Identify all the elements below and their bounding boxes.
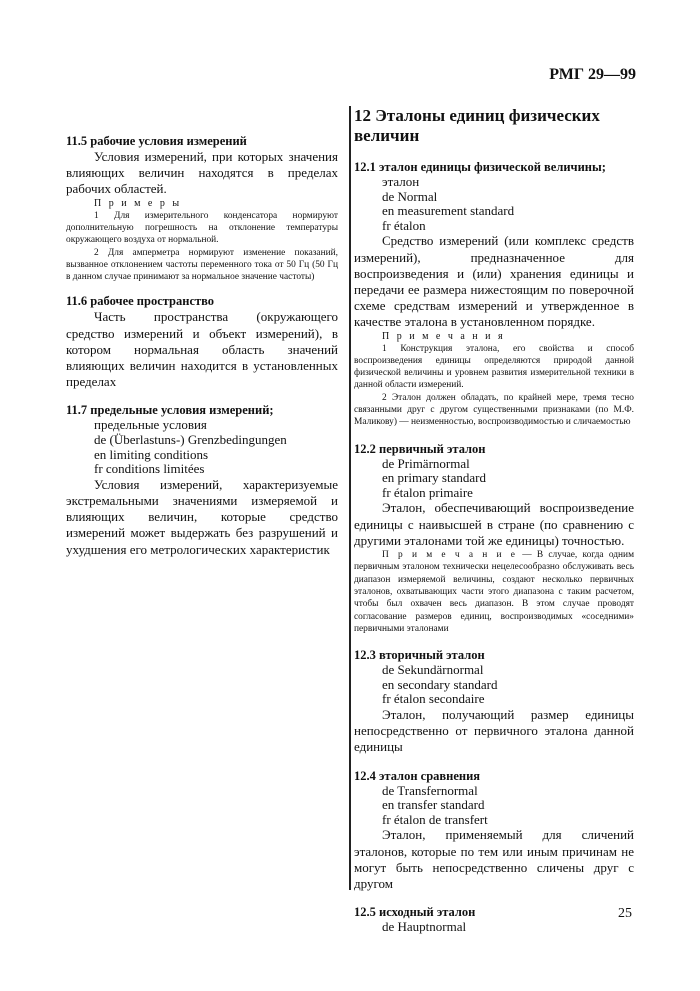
chapter-12-title: 12 Эталоны единиц физических величин [354, 106, 600, 145]
section-12-1-text: Средство измерений (или комплекс средств измерений), предназначенное для воспроизведения и (или) хранения единицы и передачи ее размера нижестоящим по поверочной схеме средствам измерений и утвержденное в качестве эталона в установленном порядке. [354, 233, 634, 330]
term-en: en secondary standard [382, 676, 498, 692]
term-fr: fr étalon de transfert [382, 811, 488, 827]
section-11-6-heading: 11.6 рабочее пространство [66, 294, 215, 309]
section-12-3-heading: 12.3 вторичный эталон [354, 648, 485, 663]
note-1: 1 Конструкция эталона, его свойства и способ воспроизведения единицы определяются природой данной физической величины и уровнем развития измерительной техники в данной области измерений. [354, 343, 634, 391]
section-12-3-text: Эталон, получающий размер единицы непосредственно от первичного эталона данной единицы [354, 706, 634, 755]
document-id: РМГ 29—99 [549, 66, 636, 83]
term-en: en measurement standard [382, 203, 515, 219]
term-fr: fr étalon primaire [382, 484, 473, 500]
term-en: en primary standard [382, 470, 486, 486]
term-fr: fr conditions limitées [94, 461, 205, 477]
section-12-4-heading: 12.4 эталон сравнения [354, 768, 481, 783]
examples-label: П р и м е р ы [94, 197, 182, 209]
section-11-7-text: Условия измерений, характеризуемые экстремальными значениями измеряемой и влияющих величин, которые средство измерений может выдержать без разрушений и ухудшения его метрологических характеристик [66, 476, 338, 557]
term-de: de Primärnormal [382, 455, 470, 471]
section-12-4-text: Эталон, применяемый для сличений эталонов, которые по тем или иным причинам не могут быть непосредственно сличены друг с другом [354, 827, 634, 891]
note-label: П р и м е ч а н и е [382, 550, 517, 561]
example-1: 1 Для измерительного конденсатора нормируют дополнительную погрешность на отклонение температуры окружающего воздуха от нормальной. [66, 210, 338, 246]
notes-label: П р и м е ч а н и я [382, 330, 506, 342]
term-de: de Transfernormal [382, 782, 478, 798]
left-column [66, 134, 338, 558]
column-divider [349, 106, 351, 890]
term-fr: fr étalon secondaire [382, 691, 485, 707]
section-12-2-text: Эталон, обеспечивающий воспроизведение единицы с наивысшей в стране (по сравнению с другими эталонами той же единицы) точностью. [354, 500, 634, 548]
term-en: en limiting conditions [94, 446, 209, 462]
section-12-1-heading: 12.1 эталон единицы физической величины; [354, 160, 606, 174]
term-de: de (Überlastuns-) Grenzbedingungen [94, 432, 287, 447]
term-de: de Normal [382, 188, 438, 204]
term-en: en transfer standard [382, 797, 485, 813]
section-11-6-text: Часть пространства (окружающего средство измерений и объект измерений), в котором нормальная область значений влияющих величин находится в установленных пределах [66, 309, 338, 390]
section-11-7-heading: 11.7 предельные условия измерений; [66, 403, 274, 418]
section-11-5-heading: 11.5 рабочие условия измерений [66, 134, 247, 148]
term-fr: fr étalon [382, 217, 426, 233]
right-column [354, 106, 634, 935]
page-number: 25 [618, 906, 632, 921]
section-12-5-heading: 12.5 исходный эталон [354, 905, 476, 920]
note [354, 549, 634, 635]
term-ru: предельные условия [94, 417, 207, 433]
note-2: 2 Эталон должен обладать, по крайней мере, тремя тесно связанными друг с другом существенными признаками (по М.Ф. Маликову) — неизменностью, воспроизводимостью и сличаемостью [354, 392, 634, 428]
example-2: 2 Для амперметра нормируют изменение показаний, вызванное отклонением частоты переменного тока от 50 Гц (50 Гц в данном случае принимают за нормальное значение частоты) [66, 247, 338, 283]
term-ru: эталон [382, 174, 420, 189]
section-12-2-heading: 12.2 первичный эталон [354, 441, 486, 456]
term-de: de Sekundärnormal [382, 662, 484, 678]
term-de: de Hauptnormal [382, 919, 467, 935]
note-text: — В случае, когда одним первичным эталоном технически нецелесообразно обслуживать весь диапазон измеряемой величины, создают несколько первичных эталонов, охватывающих части этого диапазона с таким расчетом, чтобы был охвачен весь диапазон. В этом случае проводят согласование размеров единиц, воспроизводимых «соседними» первичными эталонами [354, 550, 635, 634]
section-11-5-text: Условия измерений, при которых значения влияющих величин находятся в пределах рабочих областей. [66, 149, 338, 197]
